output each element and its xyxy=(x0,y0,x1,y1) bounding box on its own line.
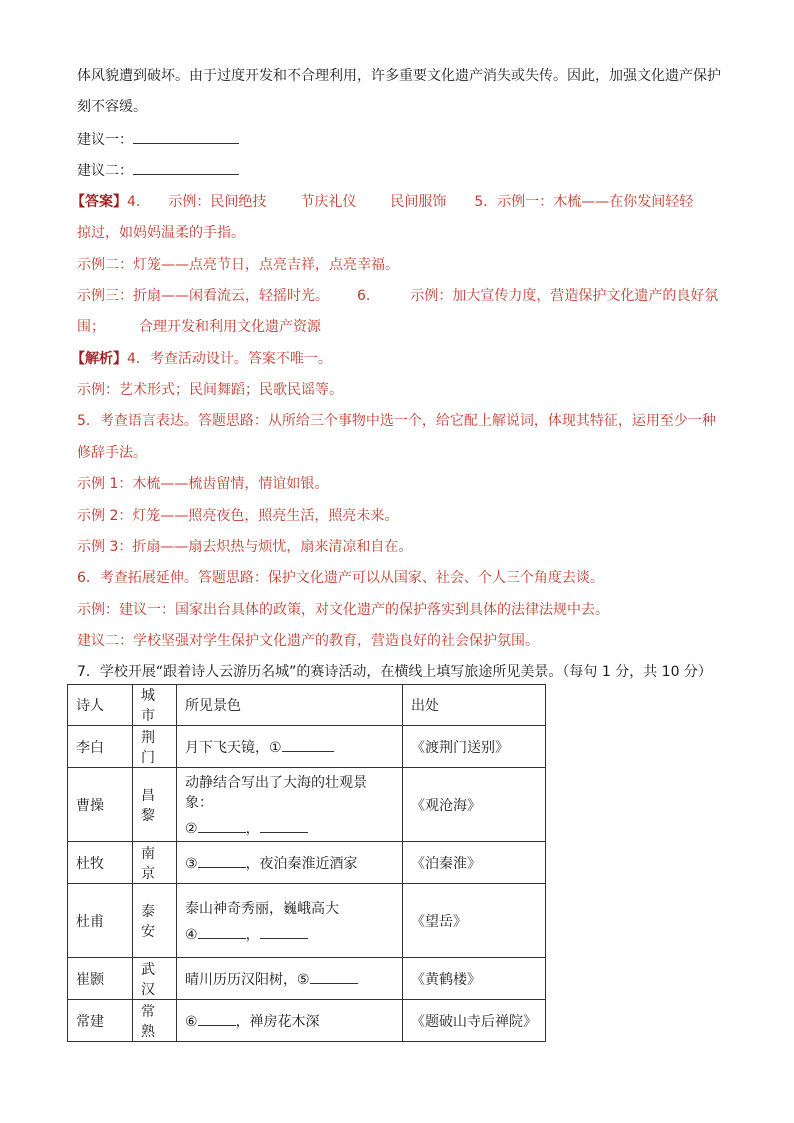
answer-blank-2a[interactable] xyxy=(198,818,246,833)
answer-q6-cont-2: 合理开发和利用文化遗产资源 xyxy=(139,319,321,335)
table-row xyxy=(68,958,546,1000)
suggestion-1-blank[interactable] xyxy=(133,129,239,144)
suggestion-2-label: 建议二： xyxy=(77,163,133,179)
answer-q6-text: 示例：加大宣传力度，营造保护文化遗产的良好氛 xyxy=(410,288,719,304)
blank-number: ④ xyxy=(185,926,198,943)
analysis-line-8: 6．考查拓展延伸。答题思路：保护文化遗产可以从国家、社会、个人三个角度去谈。 xyxy=(77,570,604,586)
analysis-line-2: 示例：艺术形式；民间舞蹈；民歌民谣等。 xyxy=(77,382,343,398)
answer-q6-number: 6. xyxy=(357,288,371,304)
table-row xyxy=(68,842,546,884)
blank-number: ② xyxy=(185,820,198,837)
answer-blank-5[interactable] xyxy=(310,969,358,984)
intro-line-1: 体风貌遭到破坏。由于过度开发和不合理利用，许多重要文化遗产消失或失传。因此，加强文化遗产保护 xyxy=(77,68,721,84)
intro-line-2: 刻不容缓。 xyxy=(77,99,147,115)
answer-q6-cont-1: 围； xyxy=(77,319,105,335)
table-row xyxy=(68,726,546,768)
cell-city: 南京 xyxy=(133,842,177,884)
analysis-text-1: 4．考查活动设计。答案不唯一。 xyxy=(127,351,332,367)
suggestion-1-label: 建议一： xyxy=(77,132,133,148)
blank-number: ⑥ xyxy=(185,1013,198,1030)
cell-scene xyxy=(177,842,403,884)
cell-source: 《观沧海》 xyxy=(403,768,546,842)
cell-city: 武汉 xyxy=(133,958,177,1000)
analysis-line-3: 5．考查语言表达。答题思路：从所给三个事物中选一个，给它配上解说词，体现其特征，运用至少一种 xyxy=(77,413,716,429)
header-poet: 诗人 xyxy=(68,685,133,726)
table-header-row xyxy=(68,685,546,726)
answer-example-3: 示例三：折扇——闲看流云，轻摇时光。 xyxy=(77,288,329,304)
blank-number: ③ xyxy=(185,855,198,872)
cell-city: 昌黎 xyxy=(133,768,177,842)
header-scene: 所见景色 xyxy=(177,685,403,726)
cell-poet: 崔颢 xyxy=(68,958,133,1000)
cell-scene xyxy=(177,726,403,768)
header-source: 出处 xyxy=(403,685,546,726)
scene-text: 泰山神奇秀丽，巍峨高大 xyxy=(185,900,339,917)
scene-text: ，禅房花木深 xyxy=(235,1013,320,1030)
cell-poet: 李白 xyxy=(68,726,133,768)
cell-poet: 杜牧 xyxy=(68,842,133,884)
suggestion-1 xyxy=(77,129,239,150)
analysis-line-9: 示例：建议一：国家出台具体的政策，对文化遗产的保护落实到具体的法律法规中去。 xyxy=(77,602,609,618)
analysis-line-10: 建议二：学校坚强对学生保护文化遗产的教育，营造良好的社会保护氛围。 xyxy=(77,633,539,649)
answer-q4-item-1: 示例：民间绝技 xyxy=(168,194,267,210)
table-row xyxy=(68,884,546,958)
cell-source: 《望岳》 xyxy=(403,884,546,958)
cell-city: 常熟 xyxy=(133,1000,177,1042)
analysis-tag: 【解析】 xyxy=(71,351,127,367)
analysis-line-4: 修辞手法。 xyxy=(77,445,147,461)
answer-line-ex3 xyxy=(77,286,718,306)
answer-q5-cont: 掠过，如妈妈温柔的手指。 xyxy=(77,225,245,241)
scene-text: 晴川历历汉阳树，⑤ xyxy=(185,971,310,988)
answer-q4-number: 4. xyxy=(127,194,141,210)
analysis-line-6: 示例 2：灯笼——照亮夜色，照亮生活，照亮未来。 xyxy=(77,508,399,524)
analysis-line-5: 示例 1：木梳——梳齿留情，情谊如银。 xyxy=(77,476,329,492)
answer-blank-3[interactable] xyxy=(198,853,246,868)
header-city: 城市 xyxy=(133,685,177,726)
answer-q4-item-3: 民间服饰 xyxy=(390,194,447,210)
cell-poet: 常建 xyxy=(68,1000,133,1042)
cell-city: 荆门 xyxy=(133,726,177,768)
analysis-line-7: 示例 3：折扇——扇去炽热与烦忧，扇来清凉和自在。 xyxy=(77,539,413,555)
cell-scene xyxy=(177,1000,403,1042)
cell-source: 《题破山寺后禅院》 xyxy=(403,1000,546,1042)
cell-poet: 曹操 xyxy=(68,768,133,842)
scene-text: ，夜泊秦淮近酒家 xyxy=(245,855,358,872)
comma: ， xyxy=(245,926,260,943)
cell-source: 《黄鹤楼》 xyxy=(403,958,546,1000)
cell-scene xyxy=(177,884,403,958)
scene-text: 动静结合写出了大海的壮观景象： xyxy=(185,774,367,811)
answer-blank-2b[interactable] xyxy=(260,818,308,833)
suggestion-2-blank[interactable] xyxy=(133,160,239,175)
answer-q5-start: 5．示例一：木梳——在你发间轻轻 xyxy=(474,194,694,210)
answer-tag: 【答案】 xyxy=(71,194,127,210)
scene-blanks xyxy=(185,924,394,944)
cell-poet: 杜甫 xyxy=(68,884,133,958)
answer-q6-cont xyxy=(77,317,321,337)
answer-blank-1[interactable] xyxy=(282,737,334,752)
cell-city: 泰安 xyxy=(133,884,177,958)
cell-source: 《渡荆门送别》 xyxy=(403,726,546,768)
cell-source: 《泊秦淮》 xyxy=(403,842,546,884)
poem-table xyxy=(67,684,546,1042)
answer-q4-item-2: 节庆礼仪 xyxy=(300,194,357,210)
cell-scene xyxy=(177,958,403,1000)
answer-line-1 xyxy=(71,192,693,212)
answer-blank-6[interactable] xyxy=(198,1011,236,1026)
scene-blanks xyxy=(185,818,394,838)
table-row xyxy=(68,1000,546,1042)
scene-text: 月下飞天镜，① xyxy=(185,739,282,756)
answer-example-2: 示例二：灯笼——点亮节日，点亮吉祥，点亮幸福。 xyxy=(77,257,399,273)
comma: ， xyxy=(245,820,260,837)
question-7-prompt: 7．学校开展“跟着诗人云游历名城”的赛诗活动，在横线上填写旅途所见美景。（每句 1 分，共 10 分） xyxy=(77,664,712,680)
answer-blank-4a[interactable] xyxy=(198,924,246,939)
answer-blank-4b[interactable] xyxy=(260,924,308,939)
cell-scene xyxy=(177,768,403,842)
table-row xyxy=(68,768,546,842)
suggestion-2 xyxy=(77,160,239,181)
analysis-line-1 xyxy=(71,349,332,369)
